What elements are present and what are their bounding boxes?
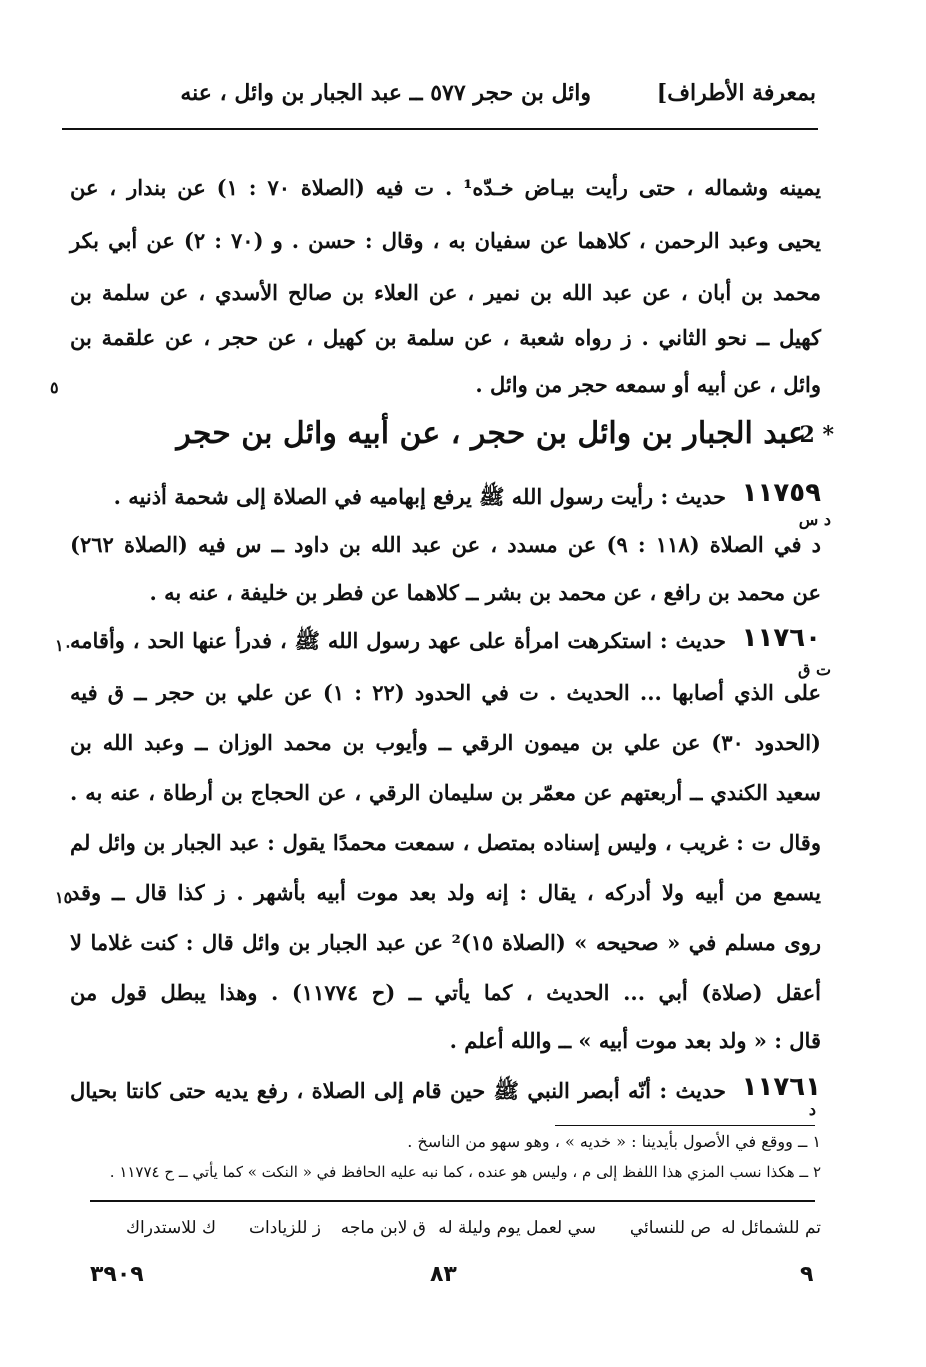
hadith-number-text: ١١٧٥٩ (741, 478, 821, 508)
footnote-rule (555, 1125, 815, 1126)
hadith-number-text: ١١٧٦١ (741, 1072, 821, 1102)
header-center: وائل بن حجر ٥٧٧ ــ عبد الجبار بن وائل ، عنه (180, 80, 591, 106)
text-line: على الذي أصابها ... الحديث . ت في الحدود (٢٢ : ١) عن علي بن حجر ــ ق فيه (70, 680, 821, 705)
sigla: د س (798, 510, 831, 529)
text-line: حديث : استكرهت امرأة على عهد رسول الله ﷺ ، فدرأ عنها الحد ، وأقامه (70, 628, 726, 653)
legend-item: ق لابن ماجه (340, 1218, 426, 1238)
margin-line-number: ١٠ (55, 636, 73, 655)
text-line: روى مسلم في « صحيحه » (الصلاة ١٥)² عن عبد الجبار بن وائل قال : كنت غلاما لا (70, 930, 821, 955)
text-line: وائل ، عن أبيه أو سمعه حجر من وائل . (475, 372, 821, 397)
footer-left-number: ٣٩٠٩ (90, 1262, 144, 1287)
footer-right-number: ٩ (800, 1262, 814, 1287)
hadith-number (734, 623, 821, 653)
page-number: ٨٣ (430, 1262, 457, 1287)
section-title: عبد الجبار بن وائل بن حجر ، عن أبيه وائل بن حجر (176, 416, 806, 451)
header-rule (62, 128, 818, 130)
margin-line-number: ١٥ (55, 888, 73, 907)
legend-item: ص للنسائي (629, 1218, 711, 1238)
text-line: حديث : أنّه أبصر النبي ﷺ حين قام إلى الصلاة ، رفع يديه حتى كانتا بحيال (70, 1078, 726, 1103)
section-marker: 2 * (799, 422, 834, 448)
text-line: محمد بن أبان ، عن عبد الله بن نمير ، عن العلاء بن صالح الأسدي ، عن سلمة بن (70, 280, 821, 305)
legend-rule (90, 1200, 815, 1202)
hadith-number-text: ١١٧٦٠ (741, 623, 821, 653)
footnote: ١ ــ ووقع في الأصول بأيدينا : « خديه » ، وهو سهو من الناسخ . (407, 1132, 821, 1151)
legend-item: ك للاستدراك (126, 1218, 216, 1238)
text-line: حديث : رأيت رسول الله ﷺ يرفع إبهاميه في الصلاة إلى شحمة أذنيه . (113, 484, 726, 509)
text-line: كهيل ــ نحو الثاني . ز رواه شعبة ، عن سلمة بن كهيل ، عن حجر ، عن علقمة بن (70, 325, 821, 350)
hadith-number (734, 478, 821, 508)
text-line: يسمع من أبيه ولا أدركه ، يقال : إنه ولد بعد موت أبيه بأشهر . ز كذا قال ــ وقد (70, 880, 821, 905)
text-line: سعيد الكندي ــ أربعتهم عن معمّر بن سليمان الرقي ، عن الحجاج بن أرطاة ، عنه به . (70, 780, 821, 805)
sigla: ت ق (797, 660, 831, 679)
text-line: (الحدود ٣٠) عن علي بن ميمون الرقي ــ وأيوب بن محمد الوزان ــ وعبد الله بن (70, 730, 821, 755)
text-line: عن محمد بن رافع ، عن محمد بن بشر ــ كلاهما عن فطر بن خليفة ، عنه به . (149, 580, 821, 605)
hadith-number (734, 1072, 821, 1102)
text-line: د في الصلاة (١١٨ : ٩) عن مسدد ، عن عبد الله بن داود ــ س فيه (الصلاة ٢٦٢) (70, 532, 822, 557)
text-line: وقال ت : غريب ، وليس إسناده بمتصل ، سمعت محمدًا يقول : عبد الجبار بن وائل لم (70, 830, 821, 855)
text-line: يحيى وعبد الرحمن ، كلاهما عن سفيان به ، وقال : حسن . و (٧٠ : ٢) عن أبي بكر (70, 228, 821, 253)
margin-line-number: ٥ (50, 378, 59, 397)
header-right: بمعرفة الأطراف] (656, 80, 816, 106)
text-line: قال : « ولد بعد موت أبيه » ــ والله أعلم . (449, 1028, 821, 1053)
legend-item: ز للزيادات (248, 1218, 321, 1238)
text-line: يمينه وشماله ، حتى رأيت بيـاض خـدّه¹ . ت فيه (الصلاة ٧٠ : ١) عن بندار ، عن (70, 175, 822, 200)
legend-item: سي لعمل يوم وليلة له (438, 1218, 596, 1238)
text-line: أعقل (صلاة) أبي ... الحديث ، كما يأتي ــ (ح ١١٧٧٤) . وهذا يبطل قول من (70, 980, 821, 1005)
sigla: د (808, 1100, 816, 1119)
legend-item: تم للشمائل له (721, 1218, 821, 1238)
footnote: ٢ ــ هكذا نسب المزي هذا اللفظ إلى م ، وليس هو عنده ، كما نبه عليه الحافظ في « النكت » كما يأتي ــ ح ١١٧٧٤ . (109, 1163, 821, 1181)
